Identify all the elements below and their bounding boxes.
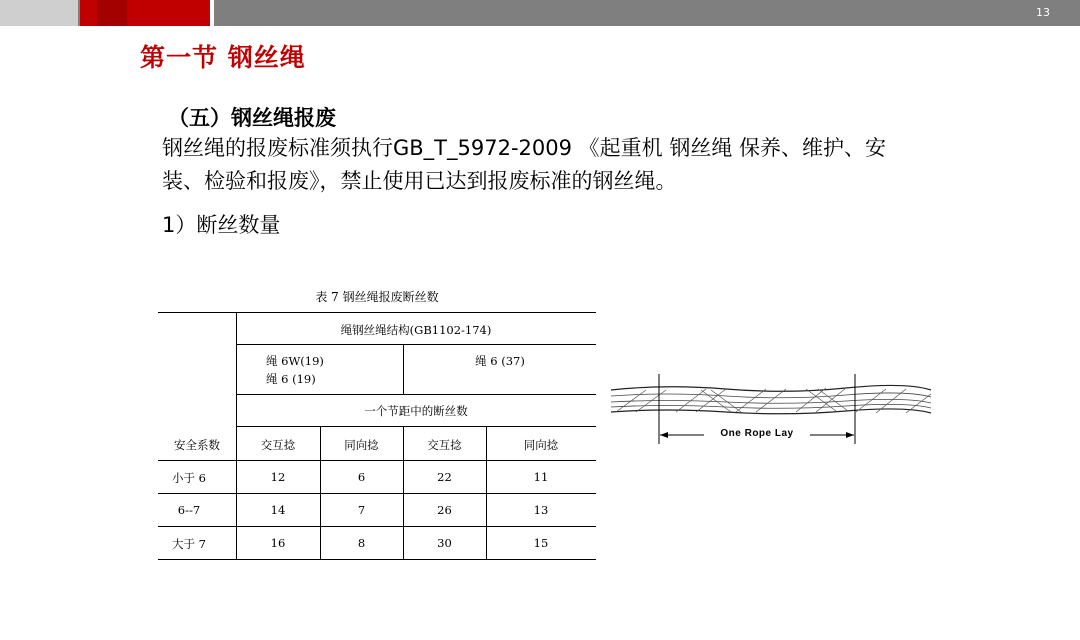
table-rule [158, 460, 596, 461]
col-header: 交互捻 [260, 438, 296, 452]
table-rule [158, 493, 596, 494]
section-title: 第一节 钢丝绳 [140, 43, 306, 72]
span-header: 一个节距中的断丝数 [364, 404, 468, 418]
col-header: 同向捻 [344, 438, 379, 452]
table-rule [158, 526, 596, 527]
list-item: 1）断丝数量 [162, 213, 281, 237]
table-caption: 表 7 钢丝绳报废断丝数 [315, 290, 439, 304]
page-number: 13 [1036, 6, 1050, 19]
col-safety-factor: 安全系数 [174, 438, 220, 452]
table-cell: 12 [270, 470, 286, 484]
broken-wire-table [158, 282, 596, 562]
table-cell: 7 [357, 503, 366, 517]
table-cell: 14 [270, 503, 286, 517]
table-cell: 8 [357, 536, 366, 550]
table-cell: 16 [270, 536, 286, 550]
group-a-line-2: 绳 6 (19) [266, 372, 316, 386]
body-paragraph: 钢丝绳的报废标准须执行GB_T_5972-2009 《起重机 钢丝绳 保养、维护、安装、检验和报废》，禁止使用已达到报废标准的钢丝绳。 [162, 136, 886, 193]
top-bar-dark-accent [97, 0, 127, 26]
table-col-rule [236, 312, 237, 559]
col-header: 交互捻 [427, 438, 462, 452]
table-rule-top [158, 312, 596, 313]
row-label: 大于 7 [172, 537, 206, 551]
rope-lay-diagram [606, 372, 936, 454]
table-rule [236, 344, 596, 345]
col-header: 同向捻 [523, 438, 559, 452]
slide-content [162, 104, 922, 239]
structure-header: 绳钢丝绳结构(GB1102-174) [340, 323, 492, 337]
table-rule-bottom [158, 559, 596, 560]
top-bar-gap [210, 0, 214, 26]
table-cell: 11 [533, 470, 549, 484]
table-col-rule [403, 344, 404, 394]
subsection-heading: （五）钢丝绳报废 [168, 106, 336, 130]
group-b-header: 绳 6 (37) [475, 354, 525, 368]
table-cell: 26 [437, 503, 452, 517]
table-cell: 22 [437, 470, 452, 484]
rope-lay-svg [606, 372, 936, 454]
table-cell: 30 [437, 536, 452, 550]
table-rule [236, 426, 596, 427]
top-bar [0, 0, 1080, 26]
table-cell: 13 [533, 503, 549, 517]
row-label: 小于 6 [172, 471, 206, 485]
table-cell: 6 [357, 470, 366, 484]
row-label: 6--7 [177, 503, 201, 517]
top-bar-light-segment [0, 0, 78, 26]
table-rule [236, 394, 596, 395]
table-cell: 15 [533, 536, 549, 550]
rope-lay-label: One Rope Lay [720, 428, 794, 439]
group-a-line-1: 绳 6W(19) [266, 354, 324, 368]
